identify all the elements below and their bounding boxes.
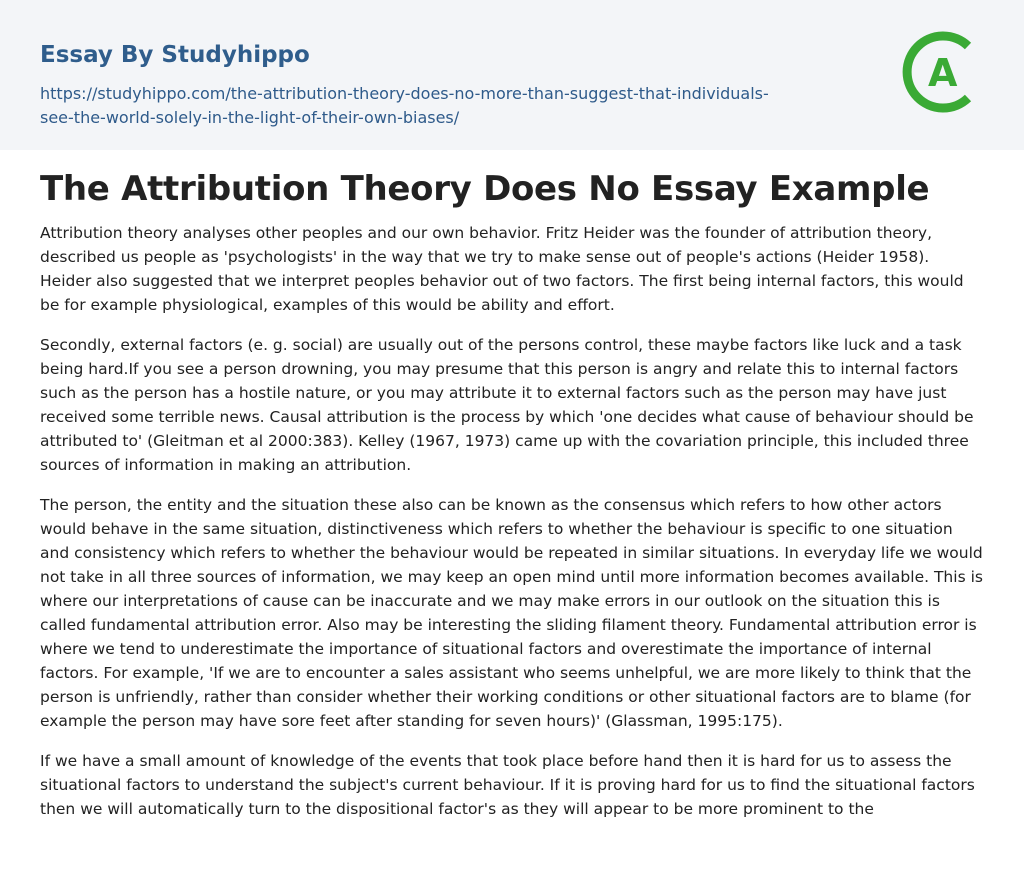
- article-paragraph-4: If we have a small amount of knowledge of the events that took place before hand then it is hard for us to assess the situational factors to understand the subject's current behaviour. If it is proving hard for us to find the situational factors then we will automatically turn to the dispositional factor's as they will appear to be more prominent to the: [40, 752, 975, 818]
- site-brand[interactable]: Essay By Studyhippo: [40, 42, 310, 68]
- article: [0, 167, 1024, 821]
- source-url-link[interactable]: https://studyhippo.com/the-attribution-theory-does-no-more-than-suggest-that-individuals- see-the-world-solely-in-the-light-of-their-own-biases/: [40, 84, 769, 127]
- logo-letter: A: [928, 51, 958, 95]
- article-paragraph-1: Attribution theory analyses other peoples and our own behavior. Fritz Heider was the founder of attribution theory, described us people as 'psychologists' in the way that we try to make sense out of people's actions (Heider 1958). Heider also suggested that we interpret peoples behavior out of two factors. The first being internal factors, this would be for example physiological, examples of this would be ability and effort.: [40, 224, 964, 314]
- article-paragraph-3: The person, the entity and the situation these also can be known as the consensus which refers to how other actors would behave in the same situation, distinctiveness which refers to whether the behaviour is specific to one situation and consistency which refers to whether the behaviour would be repeated in similar situations. In everyday life we would not take in all three sources of information, we may keep an open mind until more information becomes available. This is where our interpretations of cause can be inaccurate and we may make errors in our outlook on the situation this is called fundamental attribution error. Also may be interesting the sliding filament theory. Fundamental attribution error is where we tend to underestimate the importance of situational factors and overestimate the importance of internal factors. For example, 'If we are to encounter a sales assistant who seems unhelpful, we are more likely to think that the person is unfriendly, rather than consider whether their working conditions or other situational factors are to blame (for example the person may have sore feet after standing for seven hours)' (Glassman, 1995:175).: [40, 496, 983, 730]
- article-title: The Attribution Theory Does No Essay Example: [40, 169, 930, 209]
- page-header: [0, 0, 1024, 150]
- studyhippo-logo-icon[interactable]: [900, 30, 984, 114]
- article-paragraph-2: Secondly, external factors (e. g. social) are usually out of the persons control, these maybe factors like luck and a task being hard.If you see a person drowning, you may presume that this person is angry and relate this to internal factors such as the person has a hostile nature, or you may attribute it to external factors such as the person may have just received some terrible news. Causal attribution is the process by which 'one decides what cause of behaviour should be attributed to' (Gleitman et al 2000:383). Kelley (1967, 1973) came up with the covariation principle, this included three sources of information in making an attribution.: [40, 336, 974, 474]
